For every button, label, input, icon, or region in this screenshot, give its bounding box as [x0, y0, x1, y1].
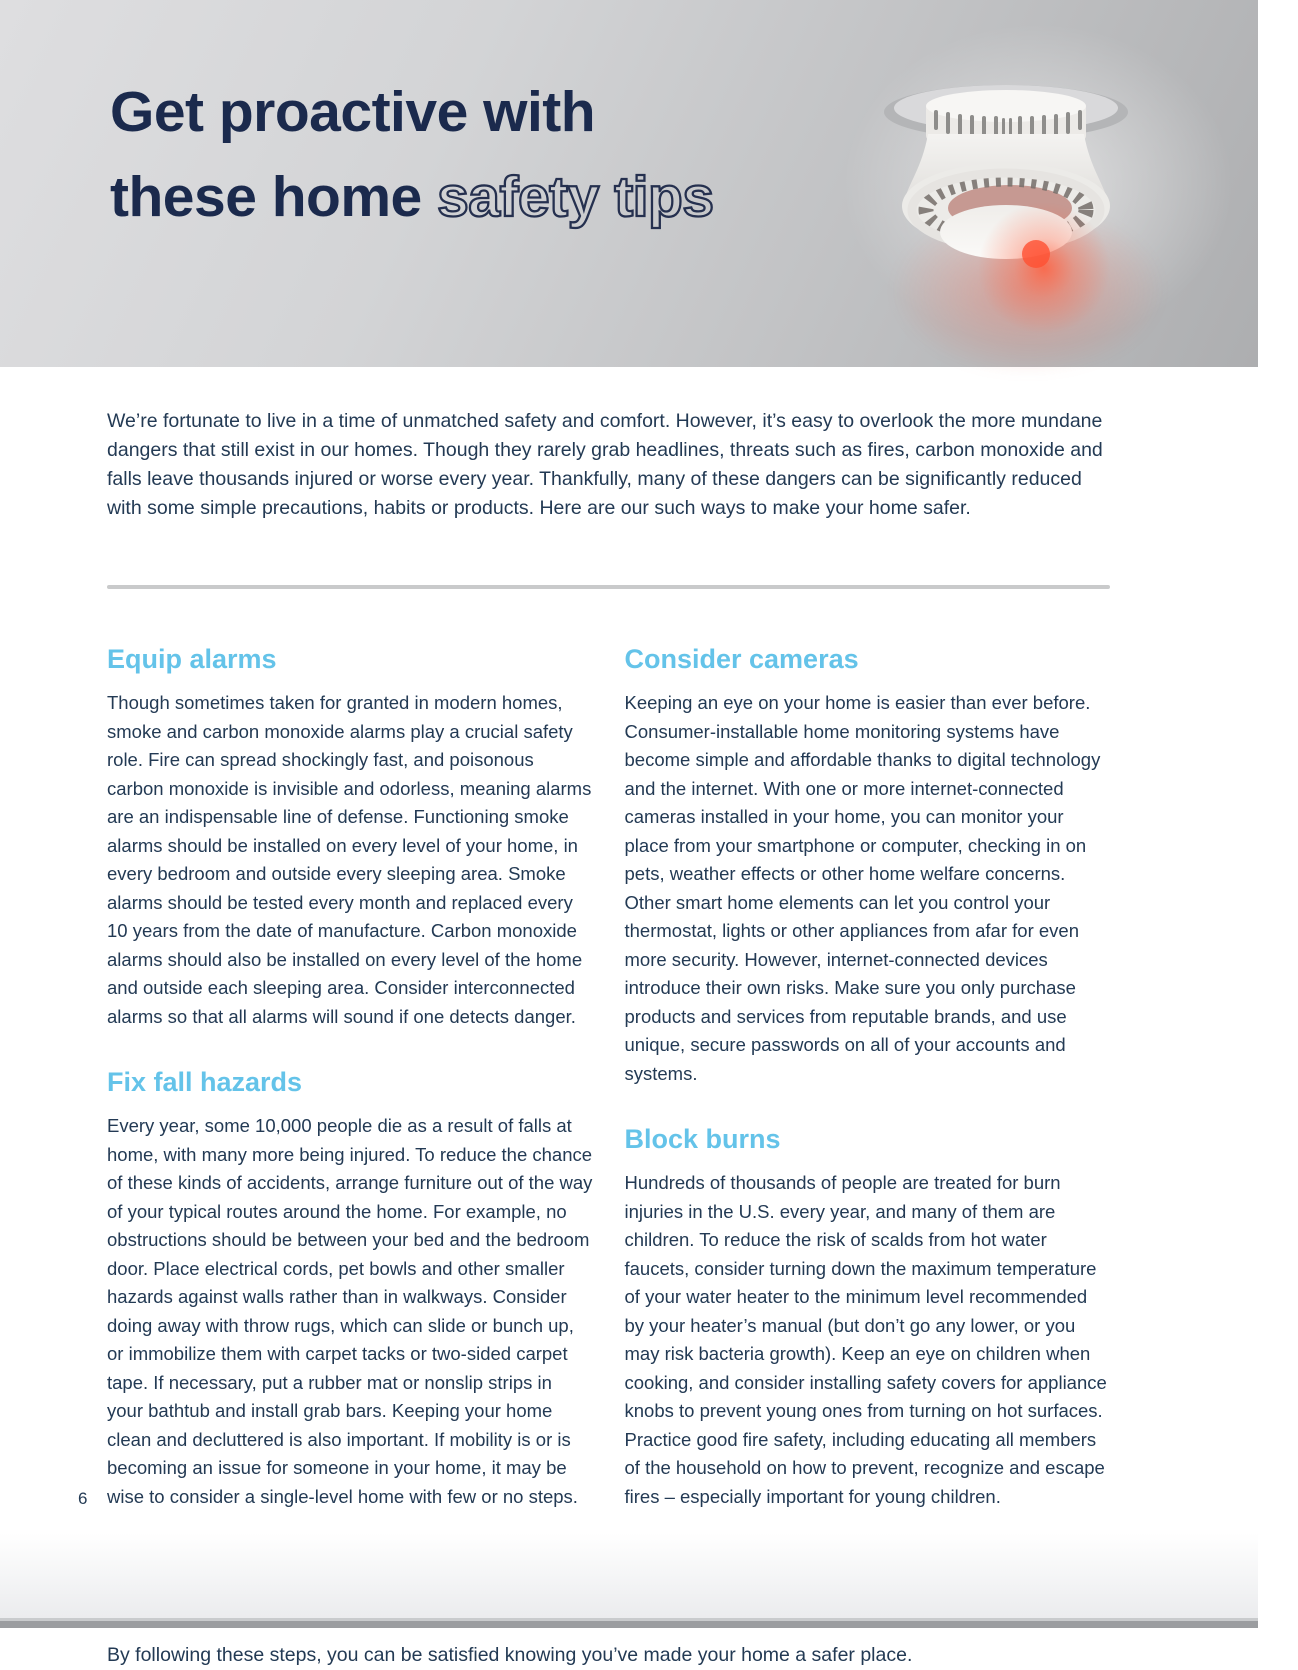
- page-title-line2-outline: safety tips: [437, 165, 714, 229]
- section-body: Hundreds of thousands of people are treated for burn injuries in the U.S. every year, and many of them are children. To reduce the risk of scalds from hot water faucets, consider turning down the maximum temperature of your water heater to the minimum level recommended by your heater’s manual (but don’t go any lower, or you may risk bacteria growth). Keep an eye on children when cooking, and consider installing safety covers for appliance knobs to prevent young ones from turning on hot surfaces. Practice good fire safety, including educating all members of the household on how to prevent, recognize and escape fires – especially important for young children.: [624, 1172, 1107, 1507]
- section-body: Though sometimes taken for granted in modern homes, smoke and carbon monoxide alarms play a crucial safety role. Fire can spread shockingly fast, and poisonous carbon monoxide is invisible and odorless, meaning alarms are an indispensable line of defense. Functioning smoke alarms should be installed on every level of your home, in every bedroom and outside every sleeping area. Smoke alarms should be tested every month and replaced every 10 years from the date of manufacture. Carbon monoxide alarms should also be installed on every level of the home and outside each sleeping area. Consider interconnected alarms so that all alarms will sound if one detects danger.: [107, 692, 592, 1027]
- smoke-detector-icon: [876, 72, 1140, 322]
- left-column: [107, 644, 593, 1511]
- page-title-line2: [110, 155, 714, 240]
- page-number: 6: [78, 1489, 88, 1508]
- hero-banner: [0, 0, 1258, 367]
- section-body: Every year, some 10,000 people die as a result of falls at home, with many more being injured. To reduce the chance of these kinds of accidents, arrange furniture out of the way of your typical routes around the home. For example, no obstructions should be between your bed and the bedroom door. Place electrical cords, pet bowls and other smaller hazards against walls rather than in walkways. Consider doing away with throw rugs, which can slide or bunch up, or immobilize them with carpet tacks or two-sided carpet tape. If necessary, put a rubber mat or nonslip strips in your bathtub and install grab bars. Keeping your home clean and decluttered is also important. If mobility is or is becoming an issue for someone in your home, it may be wise to consider a single-level home with few or no steps.: [107, 1115, 593, 1507]
- content-area: [0, 367, 1258, 1670]
- intro-paragraph: We’re fortunate to live in a time of unmatched safety and comfort. However, it’s easy to overlook the more mundane dangers that still exist in our homes. Though they rarely grab headlines, threats such as fires, carbon monoxide and falls leave thousands injured or worse every year. Thankfully, many of these dangers can be significantly reduced with some simple precautions, habits or products. Here are our such ways to make your home safer.: [107, 410, 1103, 519]
- section-fix-fall-hazards: [107, 1067, 593, 1511]
- conclusion-paragraph: By following these steps, you can be satisfied knowing you’ve made your home a safer place.: [107, 1644, 913, 1666]
- footer-bar: [0, 1618, 1258, 1628]
- page-title-line2-solid: these home: [110, 165, 438, 229]
- section-heading: Fix fall hazards: [107, 1067, 303, 1097]
- section-heading: Equip alarms: [107, 644, 277, 674]
- section-heading: Consider cameras: [624, 644, 859, 674]
- section-consider-cameras: [625, 644, 1111, 1088]
- two-column-layout: [107, 644, 1110, 1511]
- section-body: Keeping an eye on your home is easier than ever before. Consumer-installable home monitoring systems have become simple and affordable thanks to digital technology and the internet. With one or more internet-connected cameras installed in your home, you can monitor your place from your smartphone or computer, checking in on pets, weather effects or other home welfare concerns. Other smart home elements can let you control your thermostat, lights or other appliances from afar for even more security. However, internet-connected devices introduce their own risks. Make sure you only purchase products and services from reputable brands, and use unique, secure passwords on all of your accounts and systems.: [624, 692, 1101, 1084]
- right-column: [625, 644, 1111, 1511]
- footer-fade: [0, 1533, 1258, 1618]
- section-divider: [107, 585, 1110, 589]
- page-title-line1: Get proactive with: [110, 80, 596, 144]
- page-title: [110, 70, 714, 240]
- section-heading: Block burns: [624, 1124, 781, 1154]
- section-equip-alarms: [107, 644, 593, 1031]
- section-block-burns: [625, 1124, 1111, 1511]
